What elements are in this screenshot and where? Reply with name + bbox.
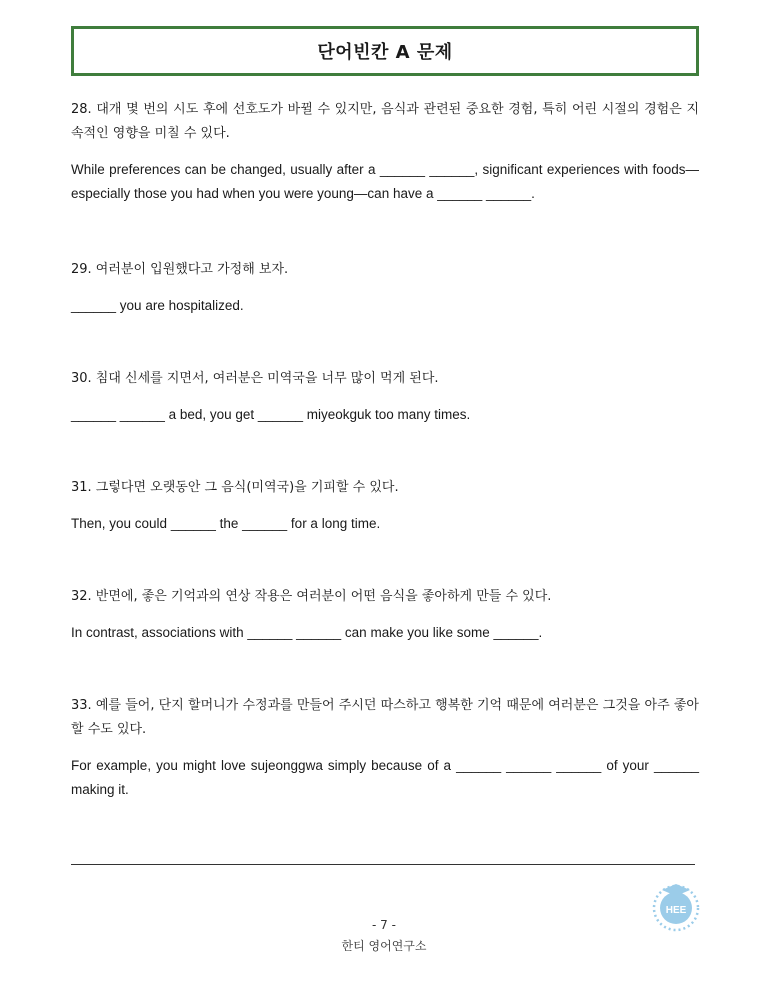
- question-english: For example, you might love sujeonggwa simply because of a ______ ______ ______ of your ______ making it.: [71, 758, 699, 797]
- question-korean: 33. 예를 들어, 단지 할머니가 수정과를 만들어 주시던 따스하고 행복한 기억 때문에 여러분은 그것을 아주 좋아할 수도 있다.: [71, 698, 699, 737]
- question-korean: 32. 반면에, 좋은 기억과의 연상 작용은 여러분이 어떤 음식을 좋아하게 만들 수 있다.: [71, 589, 552, 604]
- question-english: Then, you could ______ the ______ for a long time.: [71, 516, 381, 531]
- question-korean: 29. 여러분이 입원했다고 가정해 보자.: [71, 262, 289, 277]
- question-english: ______ you are hospitalized.: [71, 298, 244, 313]
- question-korean: 28. 대개 몇 번의 시도 후에 선호도가 바뀔 수 있지만, 음식과 관련된 중요한 경험, 특히 어린 시절의 경험은 지속적인 영향을 미칠 수 있다.: [71, 102, 699, 141]
- question-28: [71, 98, 699, 206]
- footer-text: 한티 영어연구소: [341, 939, 427, 953]
- question-32: [71, 585, 699, 645]
- question-korean: 31. 그렇다면 오랫동안 그 음식(미역국)을 기피할 수 있다.: [71, 480, 399, 495]
- question-29: [71, 258, 699, 318]
- footer-divider: [71, 864, 695, 865]
- page-title: 단어빈칸 A 문제: [317, 42, 453, 63]
- question-english: While preferences can be changed, usually after a ______ ______, significant experiences with foods—especially those you had when you were young—can have a ______ ______.: [71, 162, 699, 201]
- logo-text: HEE: [665, 905, 687, 916]
- question-30: [71, 367, 699, 427]
- question-31: [71, 476, 699, 536]
- question-korean: 30. 침대 신세를 지면서, 여러분은 미역국을 너무 많이 먹게 된다.: [71, 371, 439, 386]
- page-number: - 7 -: [372, 918, 396, 932]
- question-english: ______ ______ a bed, you get ______ miyeokguk too many times.: [71, 407, 471, 422]
- question-33: [71, 694, 699, 802]
- title-box: [71, 26, 699, 76]
- question-english: In contrast, associations with ______ ______ can make you like some ______.: [71, 625, 543, 640]
